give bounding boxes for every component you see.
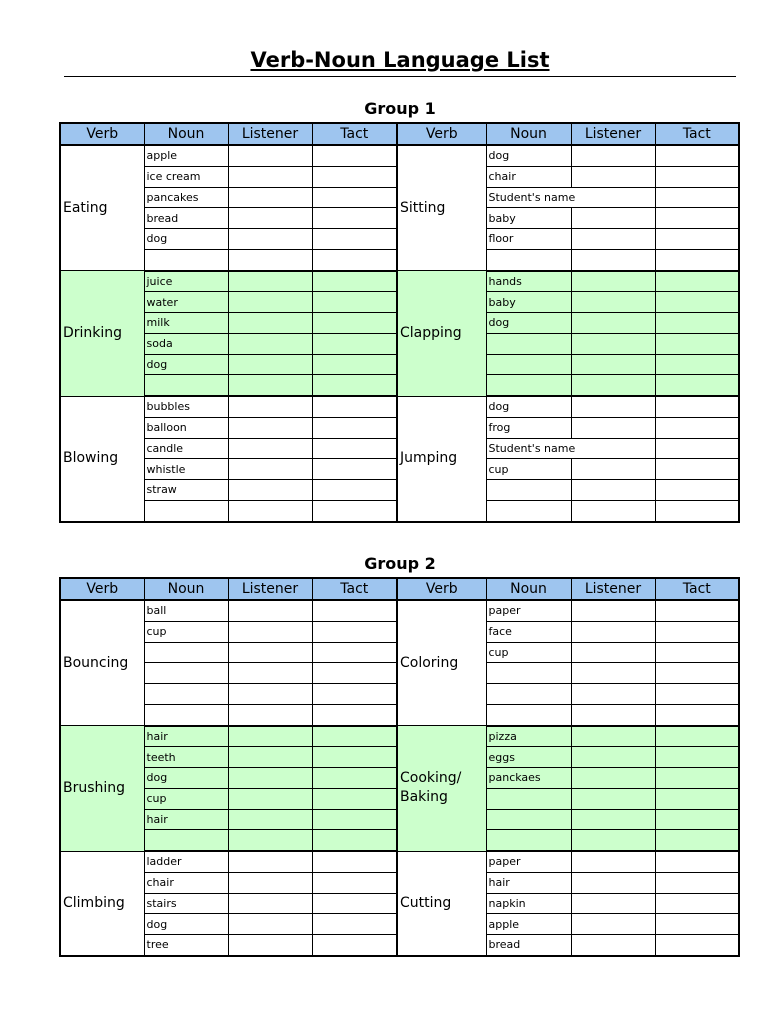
noun-cell: ladder [144,851,228,872]
tact-cell[interactable] [655,438,739,459]
noun-cell [486,354,571,375]
listener-cell[interactable] [571,935,655,956]
column-header-tact: Tact [655,123,739,145]
tact-cell[interactable] [312,229,397,250]
listener-cell[interactable] [228,726,312,747]
noun-cell: baby [486,292,571,313]
verb-cell: Jumping [397,396,486,522]
noun-cell: dog [486,313,571,334]
listener-cell[interactable] [228,313,312,334]
column-header-listener: Listener [228,578,312,600]
column-header-verb: Verb [60,123,144,145]
listener-cell[interactable] [571,208,655,229]
column-header-verb: Verb [397,123,486,145]
tact-cell[interactable] [655,208,739,229]
tact-cell[interactable] [312,872,397,893]
tact-cell[interactable] [312,768,397,789]
noun-cell: ice cream [144,166,228,187]
noun-cell: water [144,292,228,313]
noun-cell: chair [144,872,228,893]
listener-cell[interactable] [571,396,655,417]
listener-cell[interactable] [228,333,312,354]
tact-cell[interactable] [655,788,739,809]
verb-cell: Cooking/ Baking [397,726,486,852]
noun-cell: soda [144,333,228,354]
noun-cell: bread [144,208,228,229]
verb-cell: Bouncing [60,600,144,726]
tact-cell[interactable] [312,935,397,956]
noun-cell: teeth [144,747,228,768]
verb-cell: Brushing [60,726,144,852]
listener-cell[interactable] [228,438,312,459]
listener-cell[interactable] [571,145,655,166]
tact-cell[interactable] [655,621,739,642]
noun-cell: juice [144,271,228,292]
tact-cell[interactable] [312,600,397,621]
noun-cell: cup [144,621,228,642]
listener-cell[interactable] [228,809,312,830]
tact-cell[interactable] [312,809,397,830]
listener-cell[interactable] [571,788,655,809]
tact-cell[interactable] [655,480,739,501]
tact-cell[interactable] [655,663,739,684]
noun-cell: napkin [486,893,571,914]
noun-cell [144,684,228,705]
tact-cell[interactable] [312,396,397,417]
tact-cell[interactable] [312,271,397,292]
noun-cell [486,663,571,684]
listener-cell[interactable] [571,768,655,789]
tact-cell[interactable] [655,935,739,956]
noun-cell: pizza [486,726,571,747]
tact-cell[interactable] [312,851,397,872]
listener-cell[interactable] [571,747,655,768]
listener-cell[interactable] [571,271,655,292]
tact-cell[interactable] [655,271,739,292]
listener-cell[interactable] [571,229,655,250]
listener-cell[interactable] [228,830,312,851]
tact-cell[interactable] [655,747,739,768]
noun-cell: eggs [486,747,571,768]
tact-cell[interactable] [312,663,397,684]
listener-cell[interactable] [228,417,312,438]
listener-cell[interactable] [228,704,312,725]
column-header-verb: Verb [397,578,486,600]
tact-cell[interactable] [312,375,397,396]
noun-cell: bubbles [144,396,228,417]
listener-cell[interactable] [571,500,655,521]
listener-cell[interactable] [571,642,655,663]
listener-cell[interactable] [228,914,312,935]
tact-cell[interactable] [655,851,739,872]
tact-cell[interactable] [312,642,397,663]
table-row [60,145,739,166]
verb-cell: Coloring [397,600,486,726]
noun-cell: pancakes [144,187,228,208]
noun-cell: Student's name [486,438,655,459]
tact-cell[interactable] [312,500,397,521]
listener-cell[interactable] [228,229,312,250]
noun-cell [144,704,228,725]
noun-cell [144,375,228,396]
column-header-tact: Tact [312,578,397,600]
noun-cell: milk [144,313,228,334]
table-row [60,726,739,747]
listener-cell[interactable] [571,459,655,480]
tact-cell[interactable] [655,726,739,747]
listener-cell[interactable] [571,914,655,935]
tact-cell[interactable] [655,249,739,270]
tact-cell[interactable] [655,704,739,725]
group-1-table [59,122,740,523]
verb-cell: Climbing [60,851,144,956]
listener-cell[interactable] [228,621,312,642]
tact-cell[interactable] [312,459,397,480]
column-header-tact: Tact [655,578,739,600]
noun-cell [486,684,571,705]
noun-cell: hair [486,872,571,893]
noun-cell [486,809,571,830]
listener-cell[interactable] [228,642,312,663]
verb-cell: Blowing [60,396,144,522]
noun-cell: hands [486,271,571,292]
group-2-title: Group 2 [364,554,436,573]
listener-cell[interactable] [571,684,655,705]
tact-cell[interactable] [655,500,739,521]
listener-cell[interactable] [571,417,655,438]
listener-cell[interactable] [571,249,655,270]
listener-cell[interactable] [571,704,655,725]
listener-cell[interactable] [228,292,312,313]
title-divider [64,76,736,77]
noun-cell: panckaes [486,768,571,789]
tact-cell[interactable] [312,145,397,166]
column-header-tact: Tact [312,123,397,145]
tact-cell[interactable] [655,642,739,663]
column-header-noun: Noun [486,123,571,145]
tact-cell[interactable] [655,396,739,417]
noun-cell: Student's name [486,187,655,208]
listener-cell[interactable] [571,851,655,872]
listener-cell[interactable] [228,663,312,684]
listener-cell[interactable] [228,851,312,872]
listener-cell[interactable] [228,788,312,809]
listener-cell[interactable] [571,726,655,747]
noun-cell: dog [144,354,228,375]
noun-cell: dog [144,229,228,250]
noun-cell: hair [144,726,228,747]
tact-cell[interactable] [312,438,397,459]
listener-cell[interactable] [228,459,312,480]
tact-cell[interactable] [655,333,739,354]
listener-cell[interactable] [571,600,655,621]
tact-cell[interactable] [312,333,397,354]
listener-cell[interactable] [571,809,655,830]
tact-cell[interactable] [312,830,397,851]
column-header-verb: Verb [60,578,144,600]
noun-cell: face [486,621,571,642]
tact-cell[interactable] [312,187,397,208]
listener-cell[interactable] [228,500,312,521]
verb-cell: Eating [60,145,144,271]
tact-cell[interactable] [312,313,397,334]
tact-cell[interactable] [655,768,739,789]
noun-cell: dog [486,145,571,166]
tact-cell[interactable] [312,893,397,914]
verb-cell: Cutting [397,851,486,956]
listener-cell[interactable] [228,208,312,229]
listener-cell[interactable] [228,747,312,768]
tact-cell[interactable] [655,229,739,250]
tact-cell[interactable] [312,292,397,313]
listener-cell[interactable] [571,333,655,354]
noun-cell: straw [144,480,228,501]
noun-cell: floor [486,229,571,250]
noun-cell [486,704,571,725]
tact-cell[interactable] [655,417,739,438]
listener-cell[interactable] [571,872,655,893]
table-row [60,396,739,417]
noun-cell [486,249,571,270]
tact-cell[interactable] [655,354,739,375]
listener-cell[interactable] [571,313,655,334]
noun-cell: ball [144,600,228,621]
noun-cell [144,830,228,851]
noun-cell: baby [486,208,571,229]
table-row [60,851,739,872]
noun-cell: chair [486,166,571,187]
listener-cell[interactable] [228,375,312,396]
tact-cell[interactable] [655,872,739,893]
tact-cell[interactable] [655,187,739,208]
noun-cell [486,788,571,809]
listener-cell[interactable] [228,166,312,187]
tact-cell[interactable] [312,621,397,642]
tact-cell[interactable] [312,747,397,768]
noun-cell [486,830,571,851]
verb-cell: Drinking [60,271,144,397]
listener-cell[interactable] [228,684,312,705]
noun-cell: whistle [144,459,228,480]
listener-cell[interactable] [571,480,655,501]
noun-cell: dog [144,914,228,935]
column-header-listener: Listener [571,123,655,145]
column-header-noun: Noun [144,123,228,145]
tact-cell[interactable] [312,788,397,809]
tact-cell[interactable] [655,684,739,705]
tact-cell[interactable] [312,208,397,229]
listener-cell[interactable] [571,830,655,851]
tact-cell[interactable] [312,684,397,705]
noun-cell [486,500,571,521]
group-2-table [59,577,740,957]
listener-cell[interactable] [228,354,312,375]
tact-cell[interactable] [312,417,397,438]
noun-cell [486,375,571,396]
tact-cell[interactable] [312,249,397,270]
noun-cell: paper [486,600,571,621]
column-header-noun: Noun [486,578,571,600]
noun-cell [144,500,228,521]
verb-cell: Clapping [397,271,486,397]
listener-cell[interactable] [228,935,312,956]
noun-cell: paper [486,851,571,872]
tact-cell[interactable] [655,375,739,396]
tact-cell[interactable] [312,726,397,747]
listener-cell[interactable] [228,187,312,208]
noun-cell: hair [144,809,228,830]
noun-cell: bread [486,935,571,956]
listener-cell[interactable] [228,249,312,270]
tact-cell[interactable] [655,600,739,621]
tact-cell[interactable] [655,459,739,480]
noun-cell: cup [144,788,228,809]
noun-cell: apple [486,914,571,935]
table-row [60,600,739,621]
listener-cell[interactable] [228,271,312,292]
noun-cell: tree [144,935,228,956]
tact-cell[interactable] [655,145,739,166]
listener-cell[interactable] [228,480,312,501]
listener-cell[interactable] [571,893,655,914]
tact-cell[interactable] [312,704,397,725]
tact-cell[interactable] [312,354,397,375]
listener-cell[interactable] [571,292,655,313]
noun-cell [144,249,228,270]
noun-cell: apple [144,145,228,166]
group-1-title: Group 1 [364,99,436,118]
listener-cell[interactable] [228,768,312,789]
tact-cell[interactable] [655,809,739,830]
noun-cell: dog [144,768,228,789]
noun-cell [486,480,571,501]
noun-cell [144,663,228,684]
listener-cell[interactable] [571,375,655,396]
noun-cell: cup [486,459,571,480]
listener-cell[interactable] [571,166,655,187]
listener-cell[interactable] [571,621,655,642]
tact-cell[interactable] [655,166,739,187]
noun-cell: dog [486,396,571,417]
tact-cell[interactable] [312,480,397,501]
tact-cell[interactable] [312,166,397,187]
listener-cell[interactable] [571,663,655,684]
column-header-listener: Listener [228,123,312,145]
verb-cell: Sitting [397,145,486,271]
tact-cell[interactable] [655,830,739,851]
noun-cell [486,333,571,354]
noun-cell: frog [486,417,571,438]
tact-cell[interactable] [655,893,739,914]
noun-cell [144,642,228,663]
table-row [60,271,739,292]
listener-cell[interactable] [228,396,312,417]
noun-cell: candle [144,438,228,459]
listener-cell[interactable] [228,872,312,893]
noun-cell: balloon [144,417,228,438]
listener-cell[interactable] [571,354,655,375]
page-title: Verb-Noun Language List [250,48,550,72]
tact-cell[interactable] [655,313,739,334]
tact-cell[interactable] [655,292,739,313]
tact-cell[interactable] [312,914,397,935]
noun-cell: cup [486,642,571,663]
listener-cell[interactable] [228,600,312,621]
noun-cell: stairs [144,893,228,914]
listener-cell[interactable] [228,893,312,914]
column-header-listener: Listener [571,578,655,600]
column-header-noun: Noun [144,578,228,600]
listener-cell[interactable] [228,145,312,166]
tact-cell[interactable] [655,914,739,935]
